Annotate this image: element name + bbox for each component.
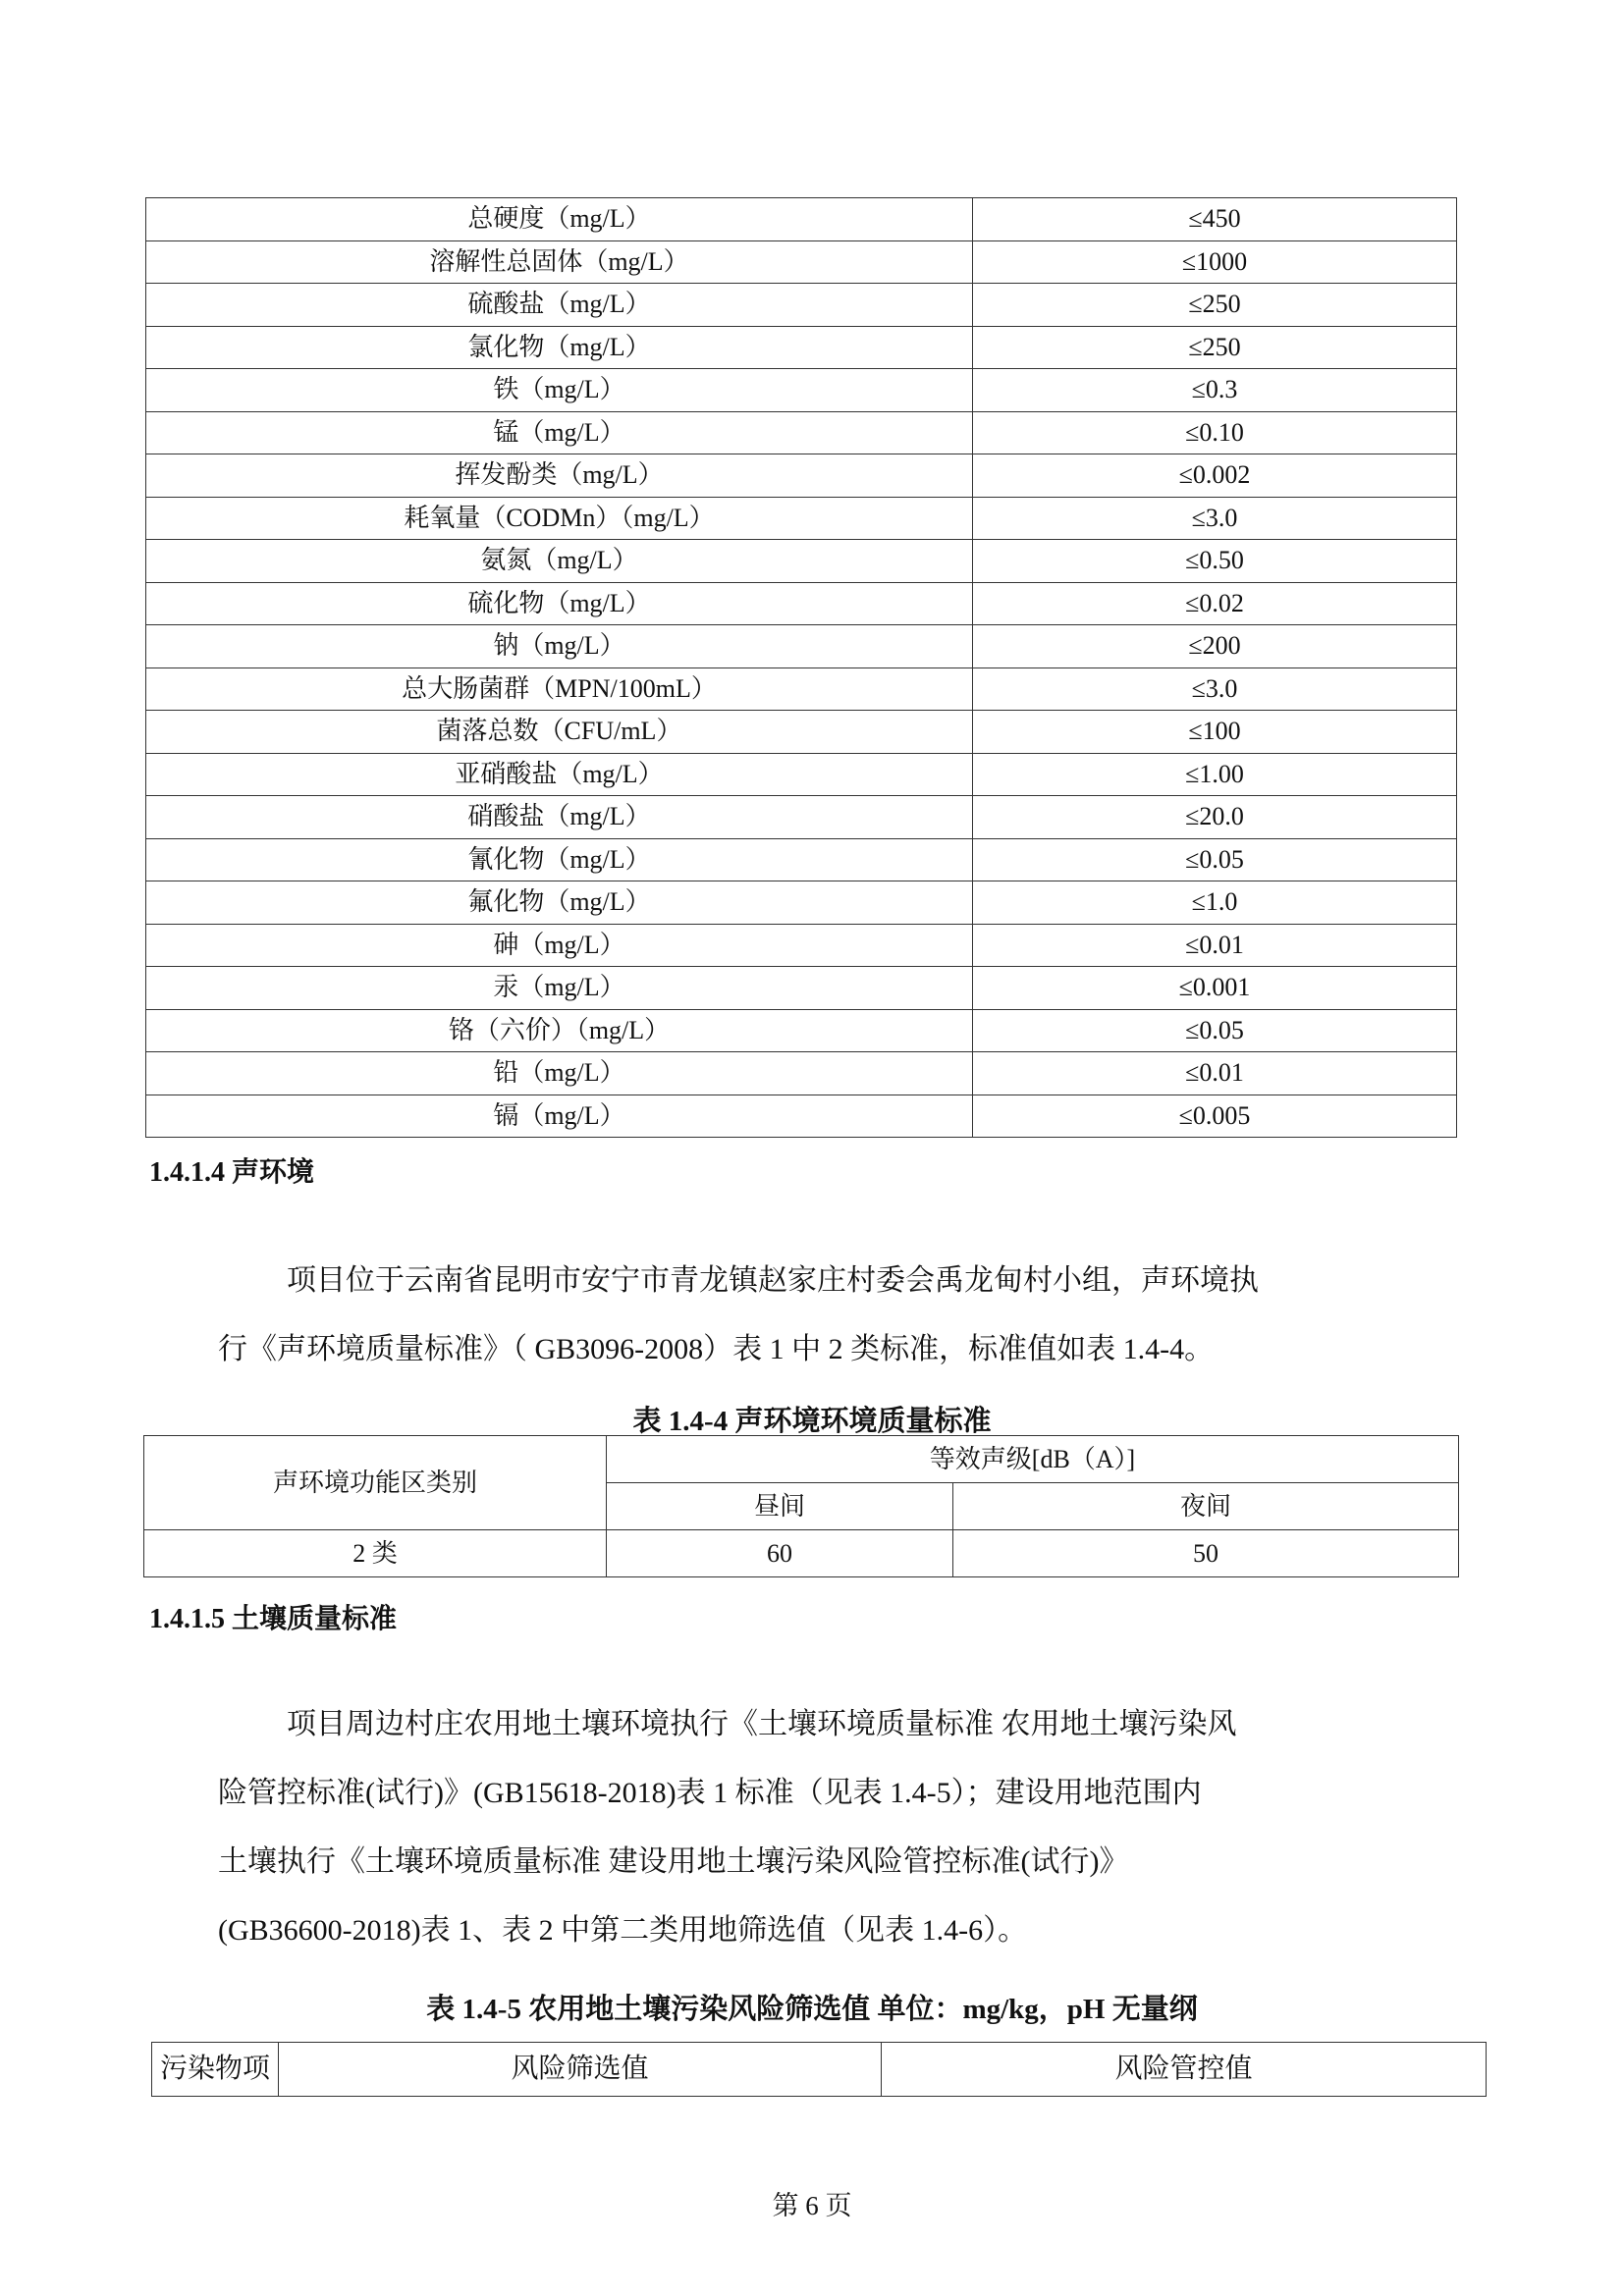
header-night: 夜间 bbox=[953, 1483, 1459, 1530]
limit-cell: ≤0.02 bbox=[973, 582, 1457, 625]
parameter-cell: 硫化物（mg/L） bbox=[146, 582, 973, 625]
parameter-cell: 砷（mg/L） bbox=[146, 924, 973, 967]
cell-night-value: 50 bbox=[953, 1530, 1459, 1577]
parameter-cell: 菌落总数（CFU/mL） bbox=[146, 711, 973, 754]
limit-cell: ≤200 bbox=[973, 625, 1457, 668]
noise-standard-table bbox=[143, 1435, 1459, 1577]
parameter-cell: 溶解性总固体（mg/L） bbox=[146, 240, 973, 284]
paragraph-line: (GB36600-2018)表 1、表 2 中第二类用地筛选值（见表 1.4-6）。 bbox=[218, 1914, 1028, 1947]
limit-cell: ≤0.01 bbox=[973, 924, 1457, 967]
table-row bbox=[146, 284, 1457, 327]
table-caption-noise: 表 1.4-4 声环境环境质量标准 bbox=[632, 1406, 992, 1437]
table-row bbox=[146, 1052, 1457, 1095]
limit-cell: ≤0.001 bbox=[973, 967, 1457, 1010]
paragraph-line: 行《声环境质量标准》（ GB3096-2008）表 1 中 2 类标准，标准值如表 1.4-4。 bbox=[218, 1333, 1215, 1365]
limit-cell: ≤0.3 bbox=[973, 369, 1457, 412]
table-row bbox=[146, 711, 1457, 754]
parameter-cell: 铬（六价）（mg/L） bbox=[146, 1009, 973, 1052]
page-number: 第 6 页 bbox=[772, 2191, 852, 2220]
table-row bbox=[146, 753, 1457, 796]
limit-cell: ≤3.0 bbox=[973, 497, 1457, 540]
header-control-value: 风险管控值 bbox=[882, 2043, 1487, 2097]
limit-cell: ≤0.01 bbox=[973, 1052, 1457, 1095]
parameter-cell: 氟化物（mg/L） bbox=[146, 881, 973, 925]
limit-cell: ≤0.005 bbox=[973, 1095, 1457, 1138]
limit-cell: ≤1000 bbox=[973, 240, 1457, 284]
limit-cell: ≤1.00 bbox=[973, 753, 1457, 796]
parameter-cell: 氨氮（mg/L） bbox=[146, 540, 973, 583]
parameter-cell: 挥发酚类（mg/L） bbox=[146, 454, 973, 498]
limit-cell: ≤0.05 bbox=[973, 838, 1457, 881]
soil-screening-table bbox=[151, 2042, 1487, 2097]
table-row bbox=[146, 326, 1457, 369]
parameter-cell: 氰化物（mg/L） bbox=[146, 838, 973, 881]
paragraph-line: 土壤执行《土壤环境质量标准 建设用地土壤污染风险管控标准(试行)》 bbox=[218, 1845, 1129, 1878]
header-day: 昼间 bbox=[607, 1483, 953, 1530]
header-equivalent-level: 等效声级[dB（A）] bbox=[607, 1436, 1459, 1483]
table-row bbox=[146, 967, 1457, 1010]
limit-cell: ≤20.0 bbox=[973, 796, 1457, 839]
limit-cell: ≤250 bbox=[973, 326, 1457, 369]
table-row bbox=[146, 240, 1457, 284]
table-row bbox=[146, 838, 1457, 881]
cell-day-value: 60 bbox=[607, 1530, 953, 1577]
limit-cell: ≤0.10 bbox=[973, 411, 1457, 454]
limit-cell: ≤3.0 bbox=[973, 667, 1457, 711]
table-row bbox=[146, 796, 1457, 839]
header-zone-class: 声环境功能区类别 bbox=[144, 1436, 607, 1530]
parameter-cell: 铅（mg/L） bbox=[146, 1052, 973, 1095]
table-row bbox=[146, 497, 1457, 540]
table-row bbox=[146, 540, 1457, 583]
parameter-cell: 钠（mg/L） bbox=[146, 625, 973, 668]
table-row bbox=[146, 198, 1457, 241]
table-row bbox=[146, 582, 1457, 625]
parameter-cell: 硝酸盐（mg/L） bbox=[146, 796, 973, 839]
table-caption-soil: 表 1.4-5 农用地土壤污染风险筛选值 单位：mg/kg，pH 无量纲 bbox=[426, 1994, 1198, 2025]
paragraph-line: 项目周边村庄农用地土壤环境执行《土壤环境质量标准 农用地土壤污染风 bbox=[287, 1708, 1237, 1740]
limit-cell: ≤450 bbox=[973, 198, 1457, 241]
table-row bbox=[146, 924, 1457, 967]
table-row bbox=[146, 881, 1457, 925]
table-row bbox=[146, 1095, 1457, 1138]
limit-cell: ≤0.50 bbox=[973, 540, 1457, 583]
parameter-cell: 汞（mg/L） bbox=[146, 967, 973, 1010]
header-screening-value: 风险筛选值 bbox=[279, 2043, 882, 2097]
parameter-cell: 锰（mg/L） bbox=[146, 411, 973, 454]
limit-cell: ≤0.002 bbox=[973, 454, 1457, 498]
header-pollutant: 污染物项 bbox=[152, 2043, 279, 2097]
paragraph-line: 项目位于云南省昆明市安宁市青龙镇赵家庄村委会禹龙甸村小组，声环境执 bbox=[287, 1264, 1259, 1297]
limit-cell: ≤100 bbox=[973, 711, 1457, 754]
section-heading-soil: 1.4.1.5 土壤质量标准 bbox=[149, 1604, 398, 1634]
table-row bbox=[146, 454, 1457, 498]
parameter-cell: 氯化物（mg/L） bbox=[146, 326, 973, 369]
paragraph-soil bbox=[218, 1690, 1384, 1965]
cell-zone-class: 2 类 bbox=[144, 1530, 607, 1577]
parameter-cell: 铁（mg/L） bbox=[146, 369, 973, 412]
parameter-cell: 耗氧量（CODMn）（mg/L） bbox=[146, 497, 973, 540]
parameter-cell: 总硬度（mg/L） bbox=[146, 198, 973, 241]
table-row bbox=[146, 625, 1457, 668]
parameter-cell: 镉（mg/L） bbox=[146, 1095, 973, 1138]
table-row bbox=[146, 667, 1457, 711]
paragraph-line: 险管控标准(试行)》(GB15618-2018)表 1 标准（见表 1.4-5）；建设用地范围内 bbox=[218, 1777, 1202, 1809]
parameter-cell: 硫酸盐（mg/L） bbox=[146, 284, 973, 327]
parameter-cell: 总大肠菌群（MPN/100mL） bbox=[146, 667, 973, 711]
water-quality-table bbox=[145, 197, 1457, 1138]
section-heading-noise: 1.4.1.4 声环境 bbox=[149, 1157, 315, 1188]
paragraph-noise bbox=[218, 1247, 1384, 1384]
limit-cell: ≤0.05 bbox=[973, 1009, 1457, 1052]
limit-cell: ≤1.0 bbox=[973, 881, 1457, 925]
limit-cell: ≤250 bbox=[973, 284, 1457, 327]
parameter-cell: 亚硝酸盐（mg/L） bbox=[146, 753, 973, 796]
table-row bbox=[146, 369, 1457, 412]
table-row bbox=[146, 411, 1457, 454]
table-row bbox=[146, 1009, 1457, 1052]
